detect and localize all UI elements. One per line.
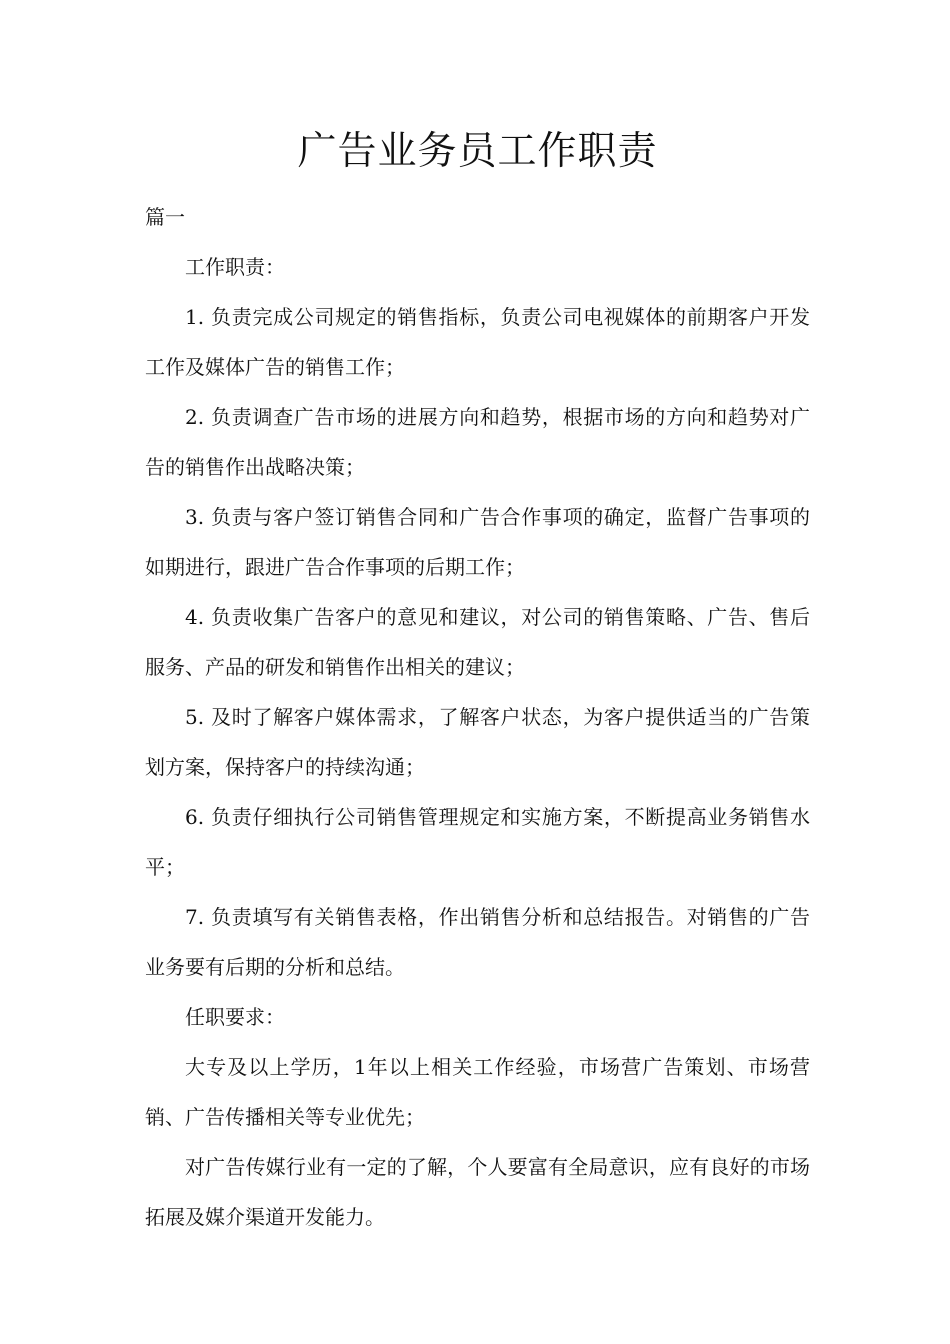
duty-item-1: 1. 负责完成公司规定的销售指标，负责公司电视媒体的前期客户开发工作及媒体广告的销售工作； bbox=[145, 305, 810, 379]
requirement-item-2: 对广告传媒行业有一定的了解，个人要富有全局意识，应有良好的市场拓展及媒介渠道开发能力。 bbox=[145, 1155, 810, 1229]
section-label: 篇一 bbox=[145, 205, 185, 229]
requirement-item-1: 大专及以上学历，1年以上相关工作经验，市场营广告策划、市场营销、广告传播相关等专业优先； bbox=[145, 1055, 810, 1129]
duty-item-4: 4. 负责收集广告客户的意见和建议，对公司的销售策略、广告、售后服务、产品的研发和销售作出相关的建议； bbox=[145, 605, 810, 679]
duty-item-6: 6. 负责仔细执行公司销售管理规定和实施方案，不断提高业务销售水平； bbox=[145, 805, 810, 879]
requirements-heading: 任职要求： bbox=[185, 1005, 285, 1029]
document-title: 广告业务员工作职责 bbox=[297, 129, 658, 174]
duty-item-5: 5. 及时了解客户媒体需求，了解客户状态，为客户提供适当的广告策划方案，保持客户的持续沟通； bbox=[145, 705, 810, 779]
duties-heading: 工作职责： bbox=[185, 255, 285, 279]
duty-item-7: 7. 负责填写有关销售表格，作出销售分析和总结报告。对销售的广告业务要有后期的分析和总结。 bbox=[145, 905, 810, 979]
duty-item-2: 2. 负责调查广告市场的进展方向和趋势，根据市场的方向和趋势对广告的销售作出战略决策； bbox=[145, 405, 810, 479]
duty-item-3: 3. 负责与客户签订销售合同和广告合作事项的确定，监督广告事项的如期进行，跟进广告合作事项的后期工作； bbox=[145, 505, 810, 579]
